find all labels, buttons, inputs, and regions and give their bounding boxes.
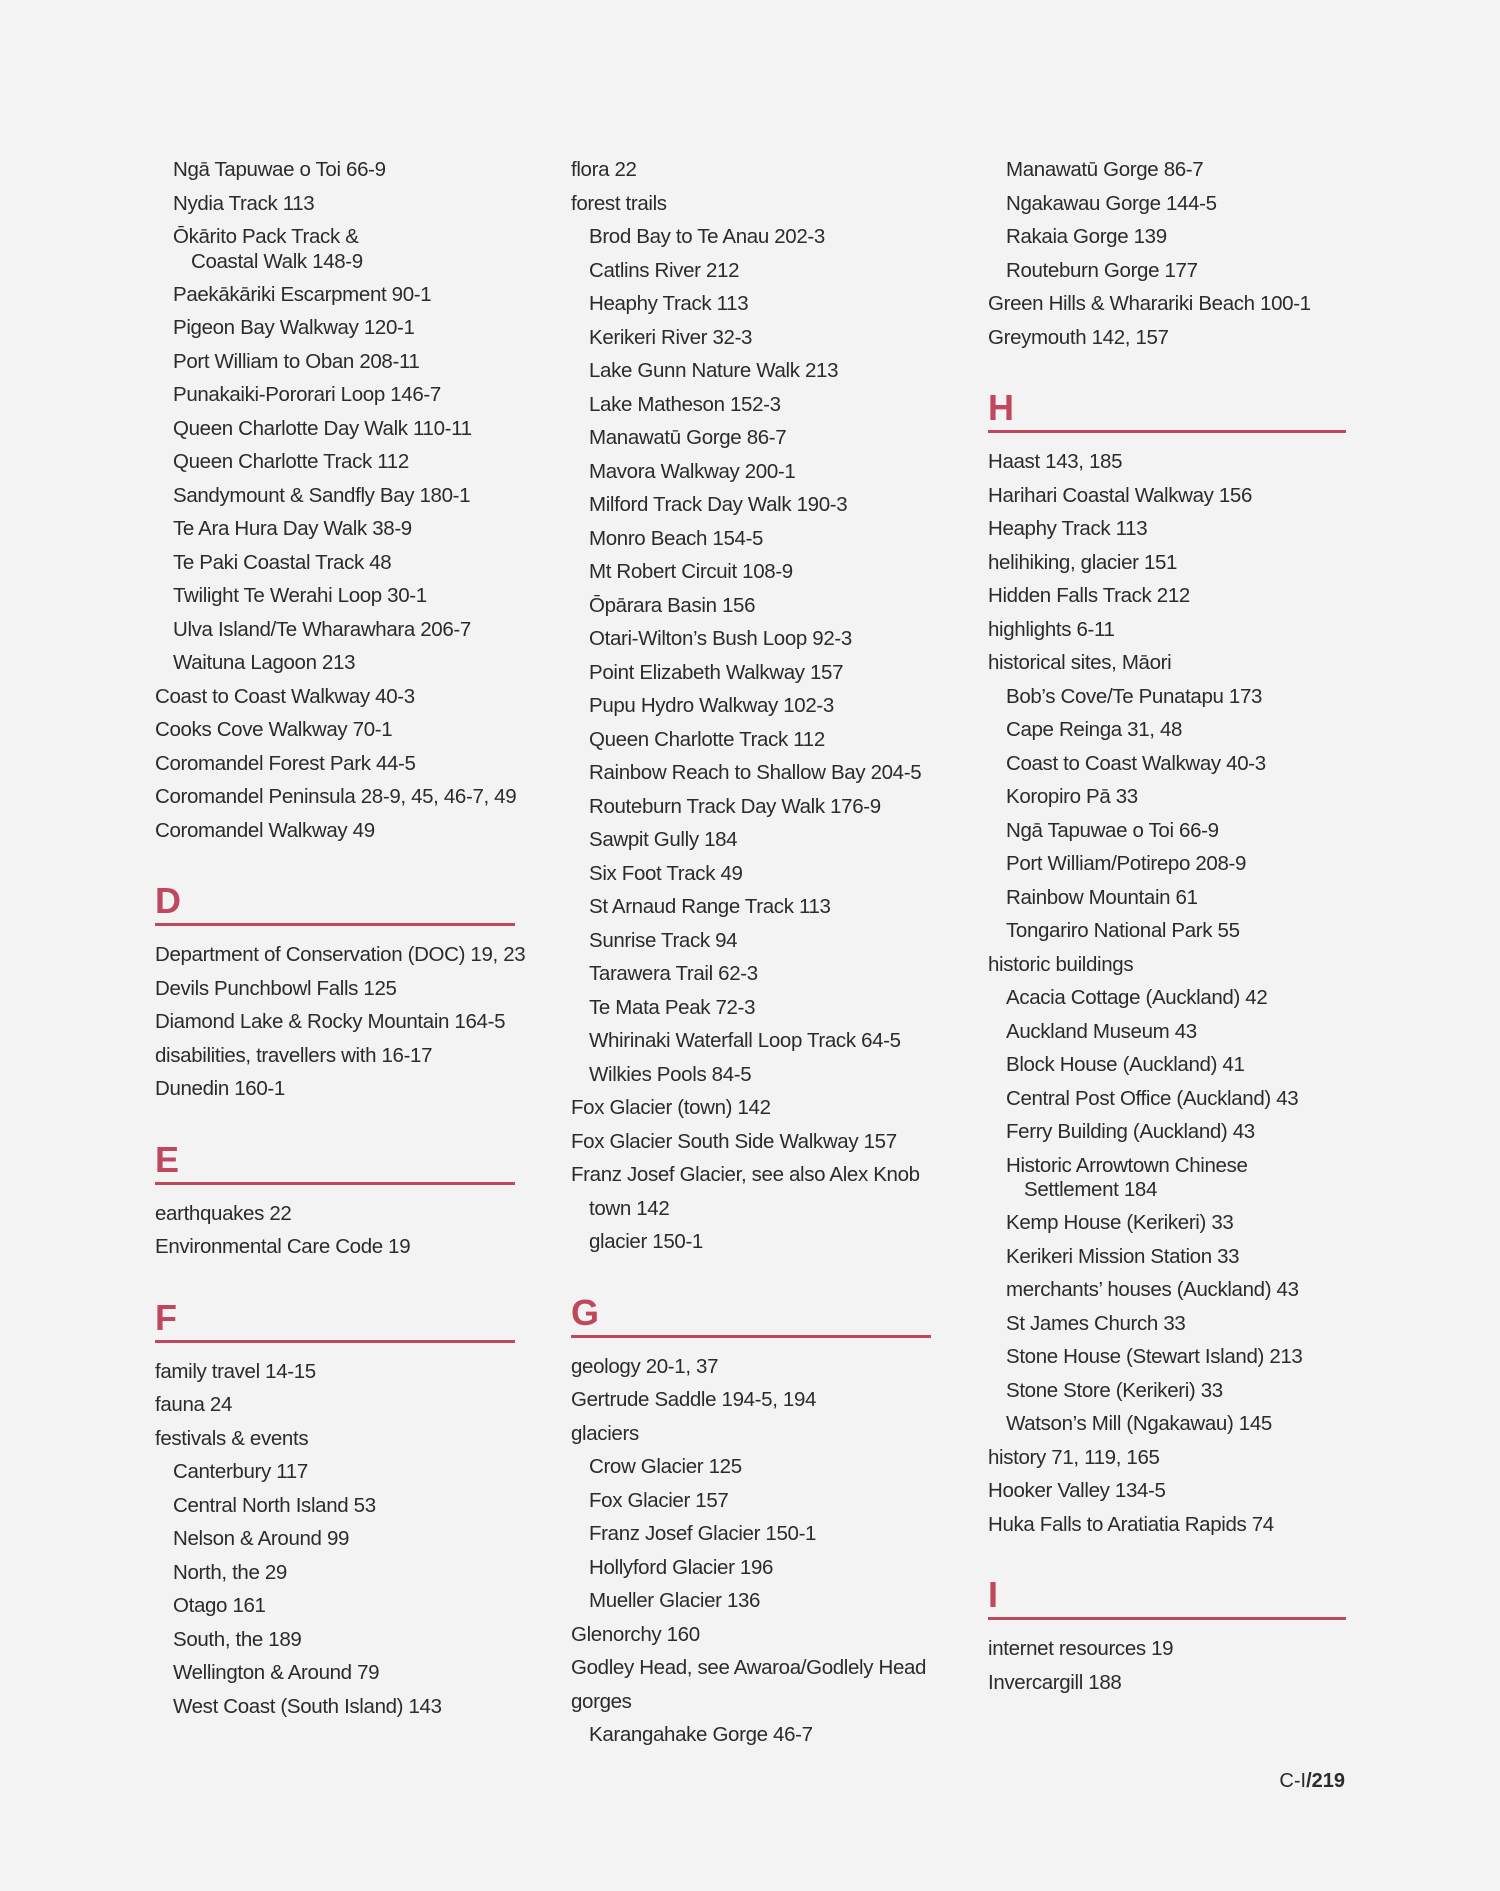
index-entry: Coromandel Peninsula 28-9, 45, 46-7, 49 <box>155 785 517 808</box>
index-subentry: Ferry Building (Auckland) 43 <box>1006 1120 1255 1143</box>
index-subentry: Central Post Office (Auckland) 43 <box>1006 1086 1299 1110</box>
index-entry: flora 22 <box>571 158 637 181</box>
index-entry: Glenorchy 160 <box>571 1622 700 1646</box>
index-entry: Dunedin 160-1 <box>155 1077 285 1100</box>
page-separator: / <box>1306 1770 1312 1792</box>
index-subentry: Pupu Hydro Walkway 102-3 <box>589 694 834 717</box>
index-entry: forest trails <box>571 191 667 215</box>
index-subentry: Sawpit Gully 184 <box>589 828 738 851</box>
index-subentry: Lake Matheson 152-3 <box>589 392 781 416</box>
index-entry: internet resources 19 <box>988 1637 1174 1660</box>
index-subentry: Tongariro National Park 55 <box>1006 919 1240 942</box>
section-heading-e: E <box>155 1142 515 1185</box>
index-subentry: Fox Glacier 157 <box>589 1488 729 1512</box>
index-subentry: Acacia Cottage (Auckland) 42 <box>1006 986 1268 1009</box>
index-column-2 <box>571 153 931 1752</box>
index-entry: Cooks Cove Walkway 70-1 <box>155 718 393 741</box>
index-entry: disabilities, travellers with 16-17 <box>155 1043 433 1067</box>
index-subentry: Bob’s Cove/Te Punatapu 173 <box>1006 684 1263 708</box>
index-subentry: Queen Charlotte Track 112 <box>589 727 825 751</box>
index-subentry: Kemp House (Kerikeri) 33 <box>1006 1211 1234 1234</box>
index-subentry: Pigeon Bay Walkway 120-1 <box>173 316 415 339</box>
index-subentry: West Coast (South Island) 143 <box>173 1694 442 1718</box>
index-subentry: Canterbury 117 <box>173 1460 308 1483</box>
index-entry: Fox Glacier South Side Walkway 157 <box>571 1129 897 1153</box>
index-subentry: Brod Bay to Te Anau 202-3 <box>589 225 825 248</box>
index-subentry: Coast to Coast Walkway 40-3 <box>1006 751 1266 775</box>
section-heading-d: D <box>155 883 515 926</box>
index-subentry: Stone Store (Kerikeri) 33 <box>1006 1378 1223 1402</box>
index-subentry: Ōkārito Pack Track & <box>173 225 359 248</box>
index-subentry: Kerikeri Mission Station 33 <box>1006 1244 1240 1268</box>
page-footer <box>1279 1770 1345 1793</box>
index-entry: Huka Falls to Aratiatia Rapids 74 <box>988 1512 1274 1536</box>
section-heading-i: I <box>988 1577 1346 1620</box>
index-subentry: Wilkies Pools 84-5 <box>589 1062 752 1086</box>
index-subentry: Crow Glacier 125 <box>589 1455 742 1478</box>
index-subentry: Lake Gunn Nature Walk 213 <box>589 359 839 382</box>
index-subentry: Ulva Island/Te Wharawhara 206-7 <box>173 617 471 641</box>
index-subentry: town 142 <box>589 1196 670 1220</box>
index-subentry: Mt Robert Circuit 108-9 <box>589 560 793 583</box>
index-subentry: Monro Beach 154-5 <box>589 526 764 550</box>
index-subentry: Nelson & Around 99 <box>173 1527 350 1550</box>
index-subentry: Wellington & Around 79 <box>173 1661 380 1684</box>
index-entry: fauna 24 <box>155 1393 232 1416</box>
index-subentry: Auckland Museum 43 <box>1006 1019 1197 1043</box>
index-entry: Environmental Care Code 19 <box>155 1235 411 1258</box>
index-entry: history 71, 119, 165 <box>988 1445 1160 1469</box>
index-subentry: Queen Charlotte Day Walk 110-11 <box>173 416 472 440</box>
index-subentry: Ngā Tapuwae o Toi 66-9 <box>173 158 386 181</box>
index-entry: family travel 14-15 <box>155 1359 316 1383</box>
section-heading-g: G <box>571 1295 931 1338</box>
index-subentry: Franz Josef Glacier 150-1 <box>589 1522 817 1545</box>
index-subentry: Milford Track Day Walk 190-3 <box>589 493 848 516</box>
index-subentry: Heaphy Track 113 <box>589 292 749 315</box>
index-entry: Green Hills & Wharariki Beach 100-1 <box>988 292 1311 315</box>
index-subentry: Twilight Te Werahi Loop 30-1 <box>173 584 427 607</box>
index-entry: Coast to Coast Walkway 40-3 <box>155 684 415 708</box>
index-subentry: Manawatū Gorge 86-7 <box>1006 158 1204 181</box>
index-entry: earthquakes 22 <box>155 1201 292 1225</box>
index-subentry: Kerikeri River 32-3 <box>589 325 753 349</box>
index-entry: Fox Glacier (town) 142 <box>571 1096 771 1119</box>
section-range: C-I <box>1279 1770 1307 1792</box>
index-subentry: Te Paki Coastal Track 48 <box>173 550 392 574</box>
index-subentry: St James Church 33 <box>1006 1311 1186 1335</box>
index-subentry: Mavora Walkway 200-1 <box>589 459 796 483</box>
index-subentry: Routeburn Gorge 177 <box>1006 258 1198 282</box>
index-column-1 <box>155 153 526 1723</box>
index-subentry: South, the 189 <box>173 1627 302 1651</box>
index-entry: Gertrude Saddle 194-5, 194 <box>571 1388 817 1411</box>
index-subentry: Mueller Glacier 136 <box>589 1589 761 1612</box>
index-subentry: Port William to Oban 208-11 <box>173 349 420 373</box>
index-subentry: Central North Island 53 <box>173 1493 376 1517</box>
section-heading-f: F <box>155 1300 515 1343</box>
index-column-3 <box>988 153 1346 1699</box>
index-subentry: Point Elizabeth Walkway 157 <box>589 660 844 684</box>
index-subentry: Port William/Potirepo 208-9 <box>1006 852 1247 875</box>
index-subentry: Six Foot Track 49 <box>589 861 743 885</box>
index-subentry: merchants’ houses (Auckland) 43 <box>1006 1278 1299 1301</box>
index-entry: Harihari Coastal Walkway 156 <box>988 483 1253 507</box>
index-entry: festivals & events <box>155 1426 309 1450</box>
index-subentry: Nydia Track 113 <box>173 191 315 215</box>
index-entry: historical sites, Māori <box>988 651 1172 674</box>
index-subentry: Otari-Wilton’s Bush Loop 92-3 <box>589 627 852 650</box>
index-entry: Coromandel Walkway 49 <box>155 818 375 842</box>
index-subentry: Manawatū Gorge 86-7 <box>589 426 787 449</box>
index-entry: helihiking, glacier 151 <box>988 550 1178 574</box>
index-subentry: Rakaia Gorge 139 <box>1006 225 1167 248</box>
index-subentry: Block House (Auckland) 41 <box>1006 1053 1245 1076</box>
index-subentry: Cape Reinga 31, 48 <box>1006 718 1183 741</box>
index-subentry: Tarawera Trail 62-3 <box>589 962 758 985</box>
index-entry: geology 20-1, 37 <box>571 1354 719 1378</box>
index-subentry: Ōpārara Basin 156 <box>589 593 756 617</box>
index-entry-continuation: Coastal Walk 148-9 <box>191 249 363 273</box>
index-subentry: Rainbow Mountain 61 <box>1006 885 1198 909</box>
index-entry: Franz Josef Glacier, see also Alex Knob <box>571 1163 920 1186</box>
index-subentry: Punakaiki-Pororari Loop 146-7 <box>173 383 441 406</box>
index-subentry: Catlins River 212 <box>589 258 740 282</box>
index-entry: highlights 6-11 <box>988 617 1115 641</box>
index-entry: Heaphy Track 113 <box>988 517 1148 540</box>
index-subentry: Stone House (Stewart Island) 213 <box>1006 1345 1303 1368</box>
index-entry: glaciers <box>571 1421 639 1445</box>
index-entry-continuation: Settlement 184 <box>1024 1178 1157 1201</box>
index-subentry: Sandymount & Sandfly Bay 180-1 <box>173 483 471 507</box>
index-subentry: Watson’s Mill (Ngakawau) 145 <box>1006 1412 1272 1435</box>
index-subentry: glacier 150-1 <box>589 1230 703 1253</box>
index-subentry: Rainbow Reach to Shallow Bay 204-5 <box>589 761 922 784</box>
index-subentry: Whirinaki Waterfall Loop Track 64-5 <box>589 1029 901 1052</box>
index-subentry: Karangahake Gorge 46-7 <box>589 1723 813 1746</box>
index-subentry: Otago 161 <box>173 1594 266 1617</box>
index-subentry: St Arnaud Range Track 113 <box>589 895 831 918</box>
index-subentry: Historic Arrowtown Chinese <box>1006 1153 1248 1177</box>
index-entry: Hidden Falls Track 212 <box>988 584 1190 607</box>
index-entry: Haast 143, 185 <box>988 450 1123 473</box>
index-subentry: Waituna Lagoon 213 <box>173 651 356 674</box>
index-entry: Hooker Valley 134-5 <box>988 1479 1166 1502</box>
index-entry: Coromandel Forest Park 44-5 <box>155 751 416 775</box>
index-subentry: Ngakawau Gorge 144-5 <box>1006 191 1217 215</box>
index-subentry: Hollyford Glacier 196 <box>589 1555 774 1579</box>
index-entry: gorges <box>571 1689 632 1713</box>
index-subentry: Ngā Tapuwae o Toi 66-9 <box>1006 818 1219 842</box>
index-entry: Greymouth 142, 157 <box>988 325 1169 349</box>
index-subentry: Queen Charlotte Track 112 <box>173 450 409 473</box>
index-entry: Department of Conservation (DOC) 19, 23 <box>155 943 526 966</box>
page-number: 219 <box>1311 1770 1345 1792</box>
index-subentry: Te Ara Hura Day Walk 38-9 <box>173 517 412 540</box>
index-entry: Godley Head, see Awaroa/Godlely Head <box>571 1656 927 1679</box>
index-entry: Invercargill 188 <box>988 1670 1122 1694</box>
index-entry: Devils Punchbowl Falls 125 <box>155 976 397 1000</box>
index-subentry: Routeburn Track Day Walk 176-9 <box>589 794 881 818</box>
index-subentry: Paekākāriki Escarpment 90-1 <box>173 282 432 306</box>
index-subentry: Koropiro Pā 33 <box>1006 785 1138 808</box>
index-subentry: Sunrise Track 94 <box>589 928 738 952</box>
index-subentry: Te Mata Peak 72-3 <box>589 995 756 1019</box>
section-heading-h: H <box>988 390 1346 433</box>
index-entry: historic buildings <box>988 952 1134 976</box>
index-subentry: North, the 29 <box>173 1560 287 1584</box>
index-entry: Diamond Lake & Rocky Mountain 164-5 <box>155 1010 506 1033</box>
